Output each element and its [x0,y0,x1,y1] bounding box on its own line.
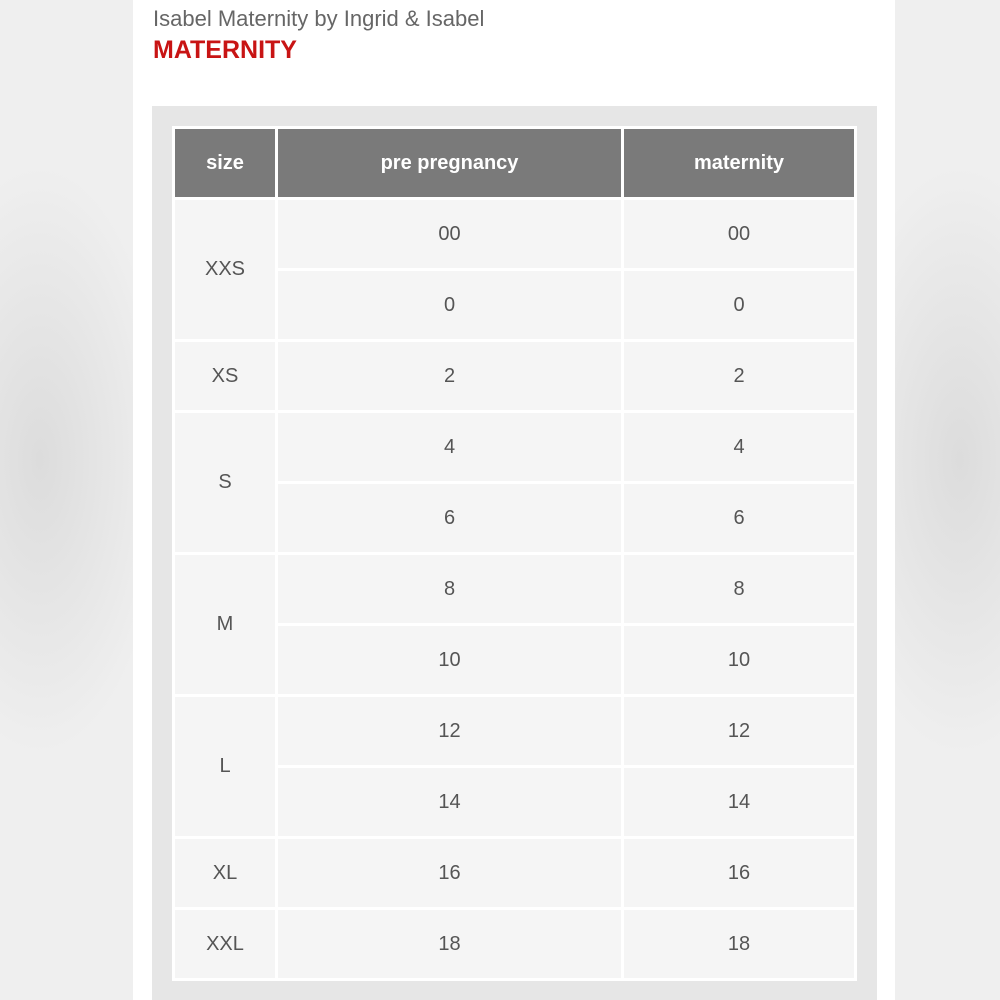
table-row [175,626,854,694]
size-label-cell: XXL [175,910,275,978]
pre-pregnancy-size-cell: 2 [278,342,621,410]
maternity-size-cell: 0 [624,271,854,339]
pre-pregnancy-size-cell: 6 [278,484,621,552]
size-chart-body [175,200,854,978]
table-row [175,697,854,765]
pre-pregnancy-size-cell: 10 [278,626,621,694]
maternity-size-cell: 8 [624,555,854,623]
table-row [175,555,854,623]
maternity-size-cell: 4 [624,413,854,481]
size-label-cell: M [175,555,275,694]
table-row [175,271,854,339]
table-row [175,413,854,481]
table-row [175,839,854,907]
size-label-cell: XL [175,839,275,907]
maternity-size-cell: 10 [624,626,854,694]
pre-pregnancy-size-cell: 8 [278,555,621,623]
pre-pregnancy-size-cell: 18 [278,910,621,978]
table-row [175,484,854,552]
size-chart-panel [152,106,877,1000]
column-header-size: size [175,129,275,197]
size-label-cell: S [175,413,275,552]
maternity-size-cell: 12 [624,697,854,765]
pre-pregnancy-size-cell: 0 [278,271,621,339]
maternity-size-cell: 00 [624,200,854,268]
pre-pregnancy-size-cell: 4 [278,413,621,481]
pre-pregnancy-size-cell: 00 [278,200,621,268]
table-row [175,342,854,410]
column-header-maternity: maternity [624,129,854,197]
pre-pregnancy-size-cell: 12 [278,697,621,765]
table-row [175,768,854,836]
size-chart-page [133,0,895,1000]
maternity-size-cell: 18 [624,910,854,978]
maternity-size-cell: 14 [624,768,854,836]
brand-name: Isabel Maternity by Ingrid & Isabel [153,6,485,31]
table-row [175,200,854,268]
maternity-size-cell: 2 [624,342,854,410]
size-label-cell: XS [175,342,275,410]
pre-pregnancy-size-cell: 14 [278,768,621,836]
maternity-size-cell: 16 [624,839,854,907]
table-row [175,910,854,978]
maternity-size-cell: 6 [624,484,854,552]
size-chart-table [172,126,857,981]
size-label-cell: XXS [175,200,275,339]
section-title: MATERNITY [153,36,297,64]
size-label-cell: L [175,697,275,836]
column-header-pre-pregnancy: pre pregnancy [278,129,621,197]
pre-pregnancy-size-cell: 16 [278,839,621,907]
table-header-row [175,129,854,197]
